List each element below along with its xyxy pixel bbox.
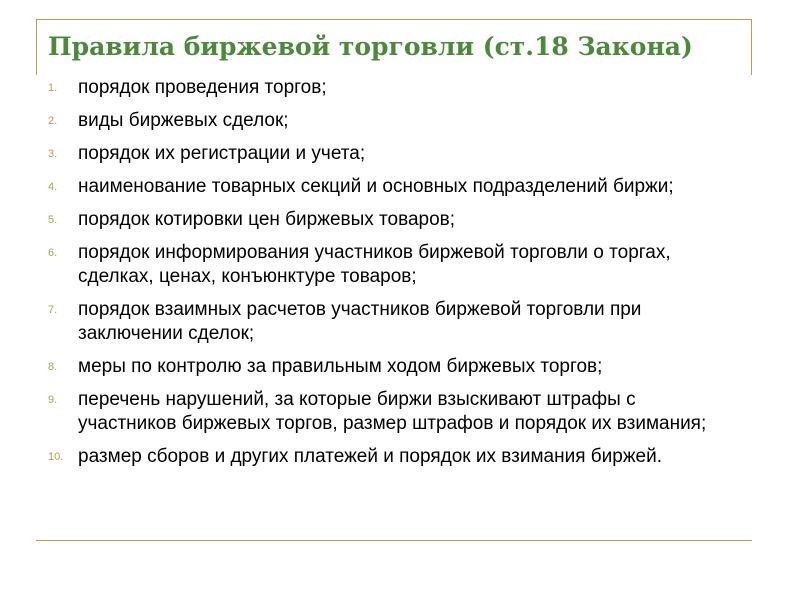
list-item-text: порядок проведения торгов; [78,77,327,98]
list-item [48,208,738,232]
list-item [48,76,738,100]
list-item-text: меры по контролю за правильным ходом биржевых торгов; [78,356,603,377]
list-item-text: размер сборов и других платежей и порядок их взимания биржей. [78,446,663,467]
list-item-number: 2. [48,115,58,127]
list-item-number: 9. [48,394,58,406]
frame-left-line [36,19,37,75]
list-item [48,355,738,379]
list-item-text: виды биржевых сделок; [78,110,289,131]
list-item [48,298,738,346]
list-item-number: 1. [48,82,58,94]
frame-bottom-line [36,540,752,541]
list-item [48,175,738,199]
list-item [48,445,738,469]
list-item [48,142,738,166]
list-item-text: порядок информирования участников биржевой торговли о торгах, сделках, ценах, конъюнктуре товаров; [78,242,671,287]
list-item [48,241,738,289]
list-item-number: 7. [48,304,58,316]
list-item-number: 4. [48,181,58,193]
slide-title: Правила биржевой торговли (ст.18 Закона) [48,32,693,61]
rules-list [48,76,738,478]
list-item [48,388,738,436]
list-item-text: перечень нарушений, за которые биржи взыскивают штрафы с участников биржевых торгов, размер штрафов и порядок их взимания; [78,389,707,434]
frame-top-line [36,19,752,20]
list-item-number: 5. [48,214,58,226]
list-item-text: порядок взаимных расчетов участников биржевой торговли при заключении сделок; [78,299,642,344]
list-item-number: 8. [48,361,58,373]
list-item-number: 10. [48,451,64,463]
list-item-text: порядок их регистрации и учета; [78,143,366,164]
list-item-text: наименование товарных секций и основных подразделений биржи; [78,176,674,197]
frame-right-line [751,19,752,75]
list-item [48,109,738,133]
list-item-number: 6. [48,247,58,259]
list-item-number: 3. [48,148,58,160]
list-item-text: порядок котировки цен биржевых товаров; [78,209,456,230]
